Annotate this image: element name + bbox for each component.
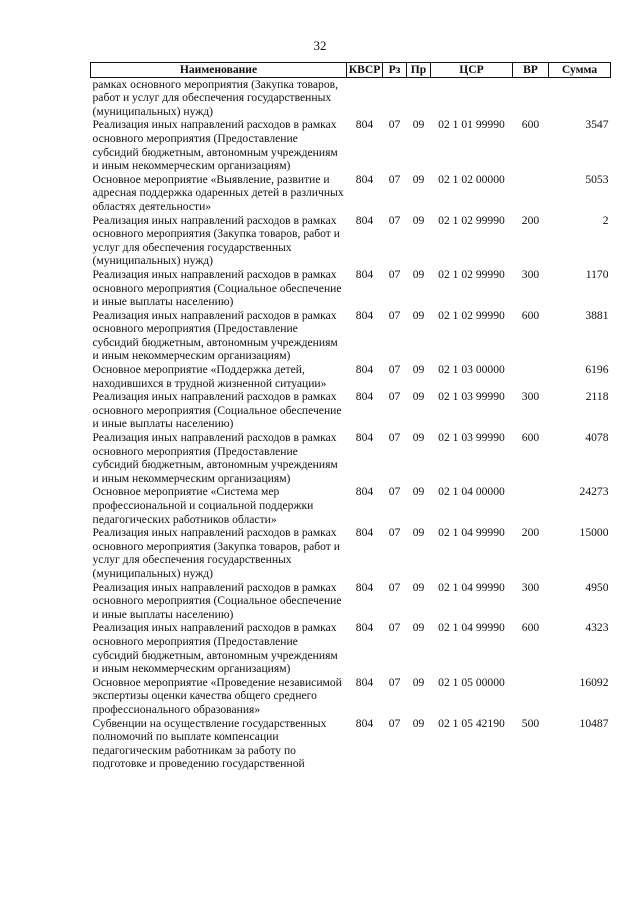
header-kvsr: КВСР [347, 63, 383, 78]
cell-rz: 07 [388, 485, 401, 499]
cell-sum: 15000 [579, 526, 609, 540]
cell-csr: 02 1 04 00000 [438, 485, 505, 499]
cell-pr: 09 [412, 172, 425, 186]
cell-vr: 200 [521, 526, 540, 540]
cell-rz: 07 [388, 675, 401, 689]
cell-vr: 300 [521, 267, 540, 281]
cell-rz: 07 [388, 390, 401, 404]
cell-pr: 09 [412, 485, 425, 499]
table-row [91, 214, 611, 268]
cell-sum: 4323 [585, 621, 609, 635]
cell-pr: 09 [412, 363, 425, 377]
cell-name: Основное мероприятие «Выявление, развитие и адресная поддержка одаренных детей в различных областях деятельности» [92, 172, 344, 213]
cell-kvsr: 804 [355, 621, 374, 635]
cell-pr: 09 [412, 431, 425, 445]
cell-name: Субвенции на осуществление государственных полномочий по выплате компенсации педагогическим работникам за работу по подготовке и проведению государственной [92, 716, 327, 771]
cell-pr: 09 [412, 526, 425, 540]
cell-rz: 07 [388, 431, 401, 445]
cell-rz: 07 [388, 363, 401, 377]
cell-vr [513, 173, 549, 214]
cell-sum: 5053 [585, 172, 609, 186]
header-name: Наименование [91, 63, 347, 78]
table-row [91, 268, 611, 309]
cell-name: Реализация иных направлений расходов в рамках основного мероприятия (Закупка товаров, работ и услуг для обеспечения государственных (муниципальных) нужд) [92, 213, 340, 268]
cell-vr: 600 [521, 431, 540, 445]
cell-kvsr: 804 [355, 172, 374, 186]
cell-vr [513, 77, 549, 118]
cell-pr: 09 [412, 213, 425, 227]
cell-pr: 09 [412, 267, 425, 281]
table-row [91, 77, 611, 118]
cell-csr: 02 1 04 99990 [438, 621, 505, 635]
cell-vr: 600 [521, 308, 540, 322]
cell-name: Реализация иных направлений расходов в рамках основного мероприятия (Предоставление субсидий бюджетным, автономным учреждениям и иным некоммерческим организациям) [92, 308, 338, 363]
cell-sum: 6196 [585, 363, 609, 377]
cell-csr: 02 1 03 99990 [438, 431, 505, 445]
cell-pr: 09 [412, 621, 425, 635]
cell-name: Реализация иных направлений расходов в рамках основного мероприятия (Предоставление субсидий бюджетным, автономным учреждениям и иным некоммерческим организациям) [92, 431, 338, 485]
cell-rz: 07 [388, 526, 401, 540]
cell-csr: 02 1 05 42190 [438, 716, 505, 730]
cell-kvsr: 804 [355, 580, 374, 594]
cell-name: Реализация иных направлений расходов в рамках основного мероприятия (Закупка товаров, работ и услуг для обеспечения государственных (муниципальных) нужд) [92, 526, 340, 580]
cell-rz: 07 [388, 172, 401, 186]
header-pr: Пр [407, 63, 431, 78]
cell-kvsr: 804 [355, 675, 374, 689]
cell-sum: 24273 [579, 485, 609, 499]
cell-csr [431, 77, 513, 118]
cell-pr: 09 [412, 308, 425, 322]
table-row [91, 431, 611, 485]
cell-rz: 07 [388, 308, 401, 322]
page-number: 32 [313, 38, 327, 53]
table-header-row [91, 63, 611, 78]
cell-sum: 3881 [585, 308, 609, 322]
header-csr: ЦСР [431, 63, 513, 78]
cell-sum [549, 77, 611, 118]
cell-vr: 600 [521, 118, 540, 132]
cell-rz: 07 [388, 621, 401, 635]
cell-csr: 02 1 02 00000 [438, 172, 505, 186]
cell-name: Основное мероприятие «Поддержка детей, находившихся в трудной жизненной ситуации» [92, 363, 327, 390]
cell-csr: 02 1 02 99990 [438, 213, 505, 227]
cell-sum: 4950 [585, 580, 609, 594]
table-row [91, 676, 611, 717]
cell-vr: 600 [521, 621, 540, 635]
table-row [91, 717, 611, 771]
cell-kvsr: 804 [355, 118, 374, 132]
table-row [91, 363, 611, 390]
cell-sum: 3547 [585, 118, 609, 132]
cell-rz: 07 [388, 213, 401, 227]
cell-kvsr: 804 [355, 308, 374, 322]
cell-vr [513, 485, 549, 526]
cell-csr: 02 1 02 99990 [438, 267, 505, 281]
cell-sum: 10487 [579, 716, 609, 730]
table-row [91, 621, 611, 675]
cell-name: Реализация иных направлений расходов в рамках основного мероприятия (Социальное обеспечение и иные выплаты населению) [92, 390, 342, 431]
cell-pr: 09 [412, 580, 425, 594]
cell-vr [513, 676, 549, 717]
cell-sum: 1170 [585, 267, 609, 281]
cell-csr: 02 1 03 99990 [438, 390, 505, 404]
cell-sum: 2 [602, 213, 609, 227]
cell-name: рамках основного мероприятия (Закупка товаров, работ и услуг для обеспечения государственных (муниципальных) нужд) [92, 77, 338, 118]
table-row [91, 526, 611, 580]
cell-rz: 07 [388, 267, 401, 281]
cell-name: Реализация иных направлений расходов в рамках основного мероприятия (Предоставление субсидий бюджетным, автономным учреждениям и иным некоммерческим организациям) [92, 621, 338, 676]
cell-name: Основное мероприятие «Система мер профессиональной и социальной поддержки педагогических работников области» [92, 485, 314, 526]
table-row [91, 173, 611, 214]
cell-csr: 02 1 01 99990 [438, 118, 505, 132]
cell-vr: 200 [521, 213, 540, 227]
cell-name: Реализация иных направлений расходов в рамках основного мероприятия (Социальное обеспечение и иные выплаты населению) [92, 580, 342, 621]
cell-csr: 02 1 02 99990 [438, 308, 505, 322]
cell-kvsr: 804 [355, 716, 374, 730]
cell-vr: 500 [521, 716, 540, 730]
table-row [91, 118, 611, 172]
cell-rz: 07 [388, 118, 401, 132]
cell-kvsr: 804 [355, 267, 374, 281]
cell-name: Основное мероприятие «Проведение независимой экспертизы оценки качества общего среднего профессионального образования» [92, 675, 342, 716]
cell-csr: 02 1 05 00000 [438, 675, 505, 689]
cell-kvsr: 804 [355, 213, 374, 227]
cell-rz [383, 77, 407, 118]
table-row [91, 309, 611, 363]
cell-vr: 300 [521, 580, 540, 594]
cell-vr [513, 363, 549, 390]
table-row [91, 485, 611, 526]
cell-kvsr [347, 77, 383, 118]
cell-pr: 09 [412, 716, 425, 730]
header-sum: Сумма [549, 63, 611, 78]
cell-kvsr: 804 [355, 390, 374, 404]
cell-rz: 07 [388, 716, 401, 730]
cell-kvsr: 804 [355, 485, 374, 499]
cell-sum: 2118 [585, 390, 609, 404]
cell-rz: 07 [388, 580, 401, 594]
cell-vr: 300 [521, 390, 540, 404]
cell-name: Реализация иных направлений расходов в рамках основного мероприятия (Предоставление субсидий бюджетным, автономным учреждениям и иным некоммерческим организациям) [92, 118, 338, 173]
table-row [91, 390, 611, 431]
cell-kvsr: 804 [355, 526, 374, 540]
cell-csr: 02 1 04 99990 [438, 526, 505, 540]
table-row [91, 581, 611, 622]
cell-csr: 02 1 03 00000 [438, 363, 505, 377]
cell-kvsr: 804 [355, 363, 374, 377]
budget-table [90, 62, 611, 771]
cell-name: Реализация иных направлений расходов в рамках основного мероприятия (Социальное обеспечение и иные выплаты населению) [92, 267, 342, 309]
cell-pr: 09 [412, 118, 425, 132]
cell-pr: 09 [412, 675, 425, 689]
cell-sum: 4078 [585, 431, 609, 445]
cell-pr [407, 77, 431, 118]
header-vr: ВР [513, 63, 549, 78]
cell-sum: 16092 [579, 675, 609, 689]
cell-kvsr: 804 [355, 431, 374, 445]
cell-pr: 09 [412, 390, 425, 404]
cell-csr: 02 1 04 99990 [438, 580, 505, 594]
header-rz: Рз [383, 63, 407, 78]
